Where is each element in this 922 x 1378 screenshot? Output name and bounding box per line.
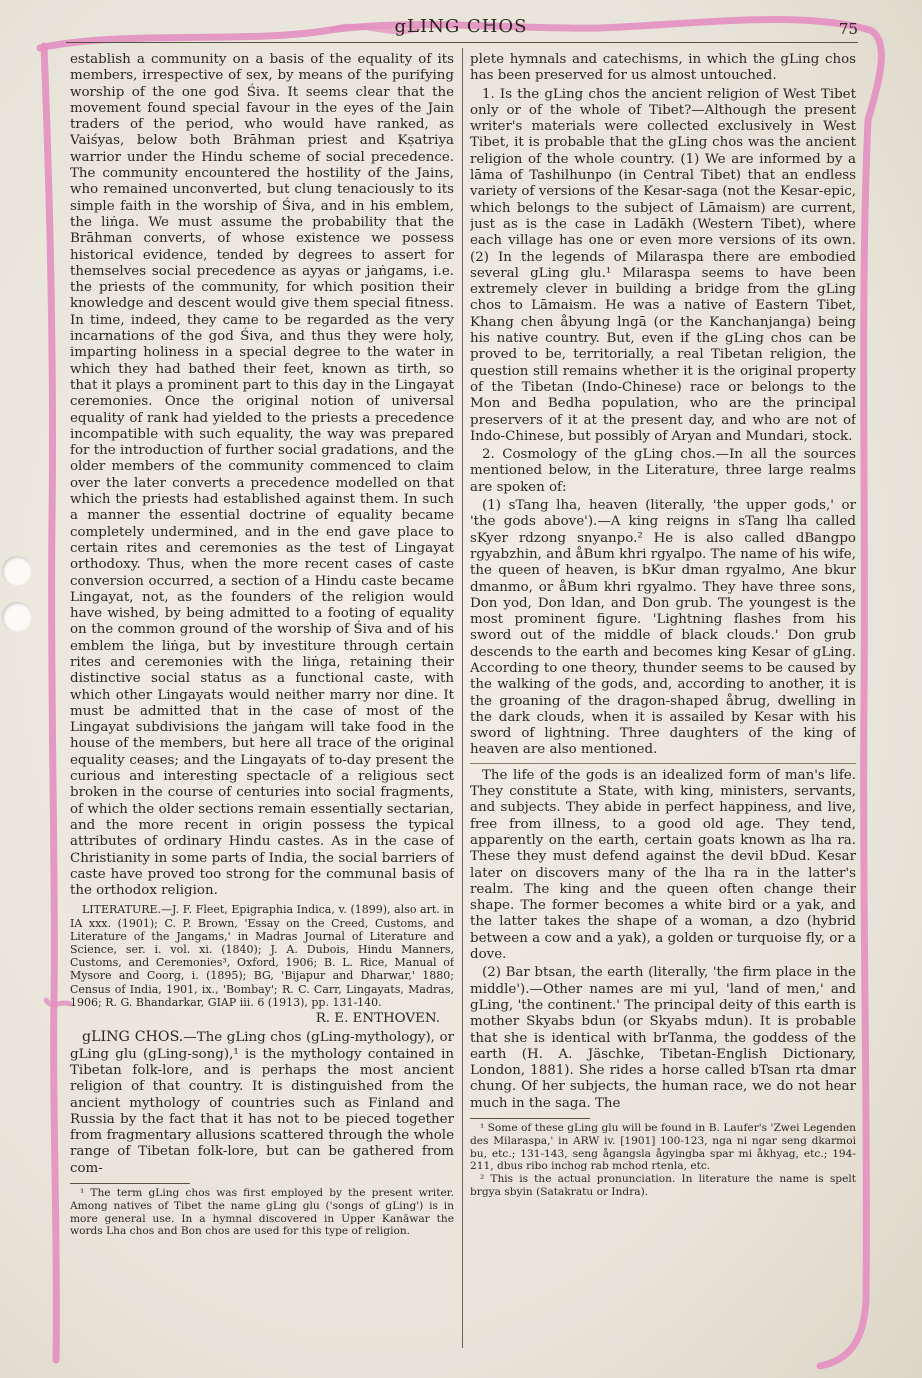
header-rule — [66, 42, 858, 43]
footnote-rule — [70, 1183, 190, 1184]
section-1-paragraph: 1. Is the gLing chos the ancient religion of West Tibet only or of the whole of Tibet?—Although the present writer's materials were collected exclusively in West Tibet, it is probable that the gLing chos was the ancient religion of the whole country. (1) We are informed by a lāma of Tashilhunpo (in Central Tibet) that an endless variety of versions of the Kesar-saga (not the Kesar-epic, which belongs to the subject of Lāmaism) are current, just as is the case in Ladākh (Western Tibet), where each village has one or even more versions of its own. (2) In the legends of Milaraspa there are embodied several gLing glu.¹ Milaraspa seems to have been extremely clever in building a bridge from the gLing chos to Lāmaism. He was a native of Eastern Tibet, Khang chen åbyung lngā (or the Kanchanjanga) being his native country. But, even if the gLing chos can be proved to be, territorially, a real Tibetan religion, the question still remains whether it is the original property of the Tibetan (Indo-Chinese) race or belongs to the Mon and Bedha population, who are the principal preservers of it at the present day, and who are not of Indo-Chinese, but possibly of Aryan and Mundari, stock. — [470, 86, 856, 444]
running-header: gLING CHOS — [394, 16, 528, 37]
punch-hole-bottom — [2, 602, 32, 632]
footnote-1: ¹ Some of these gLing glu will be found in B. Laufer's 'Zwei Legenden des Milaraspa,' in ARW iv. [1901] 100-123, nga ni ngar seng dkarmoi bu, etc.; 131-143, seng ågangsla ågyingba spar mi åkhyag, etc.; 194-211, dbus ribo inchog rab mchod rtenla, etc. — [470, 1122, 856, 1173]
section-2-paragraph: 2. Cosmology of the gLing chos.—In all the sources mentioned below, in the Literature, three large realms are spoken of: — [470, 447, 856, 495]
right-paragraph: plete hymnals and catechisms, in which the gLing chos has been preserved for us almost untouched. — [470, 52, 856, 84]
article-paragraph — [70, 1029, 454, 1177]
author-signature: R. E. ENTHOVEN. — [315, 1011, 440, 1027]
left-column — [70, 52, 454, 1348]
footnote-rule — [470, 1118, 590, 1119]
gods-life-paragraph: The life of the gods is an idealized form of man's life. They constitute a State, with king, ministers, servants, and subjects. They abide in perfect happiness, and live, free from illness, to a good old age. They tend, apparently on the earth, certain goats known as lha ra. These they must defend against the devil bDud. Kesar later on discovers many of the lha ra in the latter's realm. The king and the queen often change their shape. The former becomes a white bird or a yak, and the latter takes the shape of a woman, a dzo (hybrid between a cow and a yak), a golden or turquoise fly, or a dove. — [470, 767, 856, 963]
article-text: —The gLing chos (gLing-mythology), or gLing glu (gLing-song),¹ is the mythology contained in Tibetan folk-lore, and is perhaps the most ancient religion of that country. It is distinguished from the ancient mythology of countries such as Finland and Russia by the fact that it has not to be pieced together from fragmentary allusions scattered through the whole range of Tibetan folk-lore, but can be gathered from com- — [70, 1030, 454, 1176]
literature-note: LITERATURE.—J. F. Fleet, Epigraphia Indica, v. (1899), also art. in IA xxx. (1901); C. P. Brown, 'Essay on the Creed, Customs, and Literature of the Jangams,' in Madras Journal of Literature and Science, ser. i. vol. xi. (1840); J. A. Dubois, Hindu Manners, Customs, and Ceremonies³, Oxford, 1906; B. L. Rice, Manual of Mysore and Coorg, i. (1895); BG, 'Bijapur and Dharwar,' 1880; Census of India, 1901, ix., 'Bombay'; R. C. Carr, Lingayats, Madras, 1906; R. G. Bhandarkar, GIAP iii. 6 (1913), pp. 131-140. — [70, 903, 454, 1009]
earth-paragraph: (2) Bar btsan, the earth (literally, 'the firm place in the middle').—Other names are mi yul, 'land of men,' and gLing, 'the continent.' The principal deity of this earth is mother Skyabs bdun (or Skyabs mdun). It is probable that she is identical with brTanma, the goddess of the earth (H. A. Jäschke, Tibetan-English Dictionary, London, 1881). She rides a horse called bTsan rta dmar chung. Of her subjects, the human race, we do not hear much in the saga. The — [470, 965, 856, 1111]
footnote: ¹ The term gLing chos was first employed by the present writer. Among natives of Tibet the name gLing glu ('songs of gLing') is in more general use. In a hymnal discovered in Upper Kanāwar the words Lha chos and Bon chos are used for this type of religion. — [70, 1187, 454, 1238]
punch-hole-top — [2, 556, 32, 586]
left-paragraph: establish a community on a basis of the equality of its members, irrespective of sex, by means of the purifying worship of the one god Śiva. It seems clear that the movement found special favour in the eyes of the Jain traders of the period, who would have ranked, as Vaiśyas, below both Brāhman priest and Kṣatriya warrior under the Hindu scheme of social precedence. The community encountered the hostility of the Jains, who remained unconverted, but clung tenaciously to its simple faith in the worship of Śiva, and in his emblem, the liṅga. We must assume the probability that the Brāhman converts, of whose existence we possess historical evidence, tended by degrees to assert for themselves social precedence as ayyas or jaṅgams, i.e. the priests of the community, for which position their knowledge and descent would give them special fitness. In time, indeed, they came to be regarded as the very incarnations of the god Śiva, and thus they were holy, imparting holiness in a special degree to the water in which they had bathed their feet, known as tirth, so that it plays a prominent part to this day in the Lingayat ceremonies. Once the original notion of universal equality of rank had yielded to the priests a precedence incompatible with such equality, the way was prepared for the introduction of further social gradations, and the older members of the community commenced to claim over the later converts a precedence modelled on that which the priests had established against them. In such a manner the essential doctrine of equality became completely undermined, and in the end gave place to certain rites and ceremonies as the test of Lingayat orthodoxy. Thus, when the more recent cases of caste conversion occurred, a section of a Hindu caste became Lingayat, not, as the founders of the religion would have wished, by being admitted to a footing of equality on the common ground of the worship of Śiva and of his emblem the liṅga, but by investiture through certain rites and ceremonies with the liṅga, retaining their distinctive social status as a functional caste, with which other Lingayats would neither marry nor dine. It must be admitted that in the case of most of the Lingayat subdivisions the jaṅgam will take food in the house of the members, but here all trace of the original equality ceases; and the Lingayats of to-day present the curious and interesting spectacle of a religious sect broken in the course of centuries into social fragments, of which the older sections remain essentially sectarian, and the more recent in origin possess the typical attributes of ordinary Hindu castes. As in the case of Christianity in some parts of India, the social barriers of caste have proved too strong for the communal basis of the orthodox religion. — [70, 52, 454, 899]
page-number: 75 — [838, 20, 858, 38]
right-column — [470, 52, 856, 1352]
heaven-paragraph: (1) sTang lha, heaven (literally, 'the upper gods,' or 'the gods above').—A king reigns in sTang lha called sKyer rdzong snyanpo.² He is also called dBangpo rgyabzhin, and åBum khri rgyalpo. The name of his wife, the queen of heaven, is bKur dman rgyalmo, Ane bkur dmanmo, or åBum khri rgyalmo. They have three sons, Don yod, Don ldan, and Don grub. The youngest is the most prominent figure. 'Lightning flashes from his sword out of the middle of black clouds.' Don grub descends to the earth and becomes king Kesar of gLing. According to one theory, thunder seems to be caused by the walking of the gods, and, according to another, it is the groaning of the dragon-shaped åbrug, dwelling in the dark clouds, when it is assailed by Kesar with his sword of lightning. Three daughters of the king of heaven are also mentioned. — [470, 498, 856, 758]
article-heading: gLING CHOS. — [82, 1029, 184, 1046]
paragraph-divider — [470, 763, 856, 764]
column-divider — [462, 48, 463, 1348]
footnote-2: ² This is the actual pronunciation. In literature the name is spelt brgya sbyin (Satakratu or Indra). — [470, 1173, 856, 1198]
